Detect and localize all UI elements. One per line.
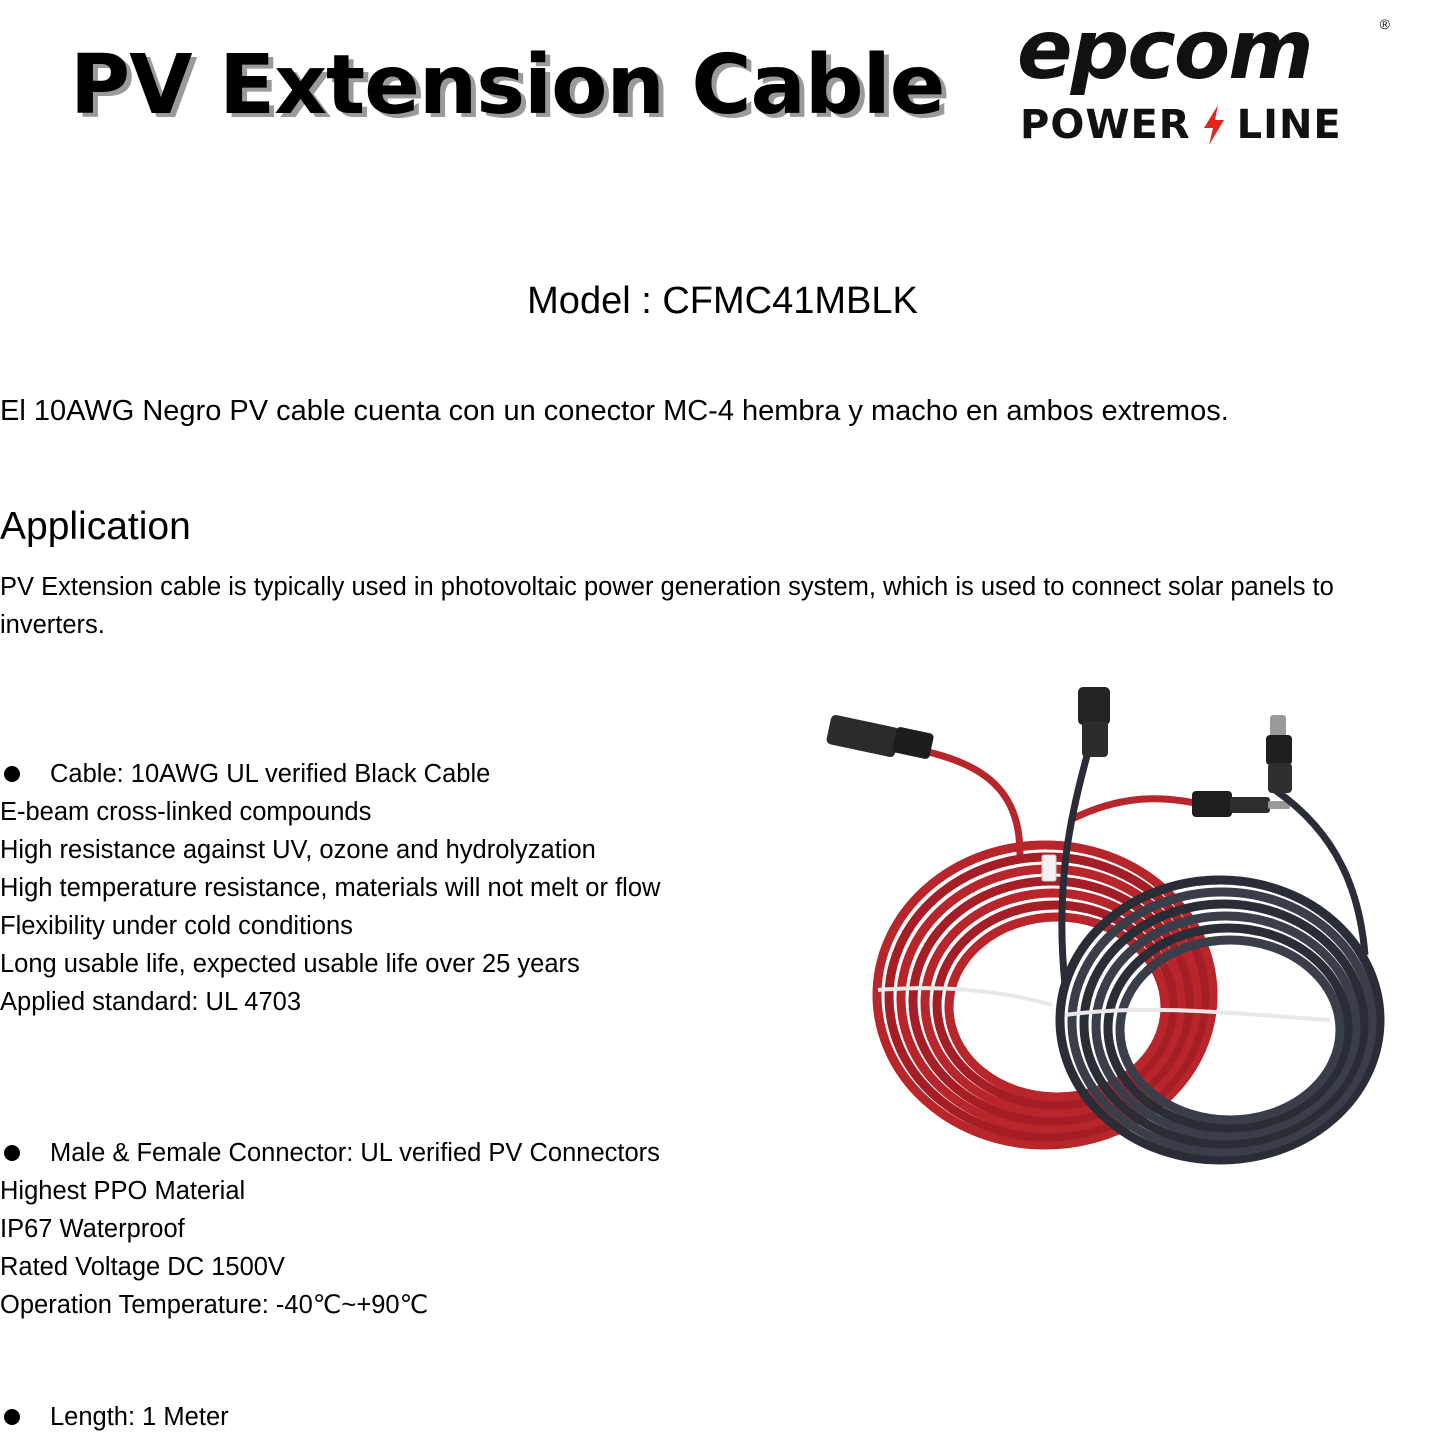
list-item: High resistance against UV, ozone and hydrolyzation bbox=[0, 836, 596, 864]
logo-power-line bbox=[1020, 102, 1342, 148]
length-spec-bullet bbox=[0, 1398, 229, 1436]
application-heading: Application bbox=[0, 505, 191, 548]
cable-photo bbox=[820, 685, 1440, 1185]
list-item: Long usable life, expected usable life over 25 years bbox=[0, 950, 580, 978]
list-item: Flexibility under cold conditions bbox=[0, 912, 353, 940]
connector-spec-list bbox=[0, 1134, 660, 1324]
list-item: E-beam cross-linked compounds bbox=[0, 798, 372, 826]
bullet-icon bbox=[4, 1145, 20, 1161]
cable-spec-bullet bbox=[0, 755, 660, 793]
epcom-logo bbox=[1012, 3, 1392, 150]
list-item: IP67 Waterproof bbox=[0, 1215, 185, 1243]
intro-text: El 10AWG Negro PV cable cuenta con un conector MC-4 hembra y macho en ambos extremos. bbox=[0, 395, 1229, 427]
connector-spec-bullet bbox=[0, 1134, 660, 1172]
length-spec bbox=[0, 1398, 229, 1436]
logo-brand: epcom bbox=[1017, 3, 1312, 98]
black-cable-coil bbox=[1060, 880, 1380, 1160]
cable-spec-title: Cable: 10AWG UL verified Black Cable bbox=[50, 760, 491, 788]
list-item: Applied standard: UL 4703 bbox=[0, 988, 302, 1016]
logo-power-text: POWER bbox=[1020, 102, 1191, 148]
lightning-bolt-icon bbox=[1201, 105, 1227, 145]
list-item: Highest PPO Material bbox=[0, 1177, 246, 1205]
list-item: Rated Voltage DC 1500V bbox=[0, 1253, 285, 1281]
male-connector-red bbox=[1192, 791, 1290, 817]
logo-registered-mark: ® bbox=[1379, 16, 1390, 32]
list-item: Operation Temperature: -40℃~+90℃ bbox=[0, 1291, 429, 1319]
female-connector-red bbox=[826, 714, 935, 760]
cable-spec-list bbox=[0, 755, 660, 1021]
list-item: High temperature resistance, materials will not melt or flow bbox=[0, 874, 661, 902]
male-connector-black bbox=[1266, 715, 1292, 793]
female-connector-black bbox=[1078, 687, 1110, 757]
page-title: PV Extension Cable bbox=[70, 38, 945, 133]
application-text: PV Extension cable is typically used in photovoltaic power generation system, which is used to connect solar panels to inverters. bbox=[0, 573, 1334, 639]
bullet-icon bbox=[4, 766, 20, 782]
logo-line-text: LINE bbox=[1236, 102, 1342, 148]
length-spec-title: Length: 1 Meter bbox=[50, 1403, 229, 1431]
connector-spec-title: Male & Female Connector: UL verified PV Connectors bbox=[50, 1139, 660, 1167]
model-number: Model : CFMC41MBLK bbox=[527, 280, 918, 322]
bullet-icon bbox=[4, 1409, 20, 1425]
